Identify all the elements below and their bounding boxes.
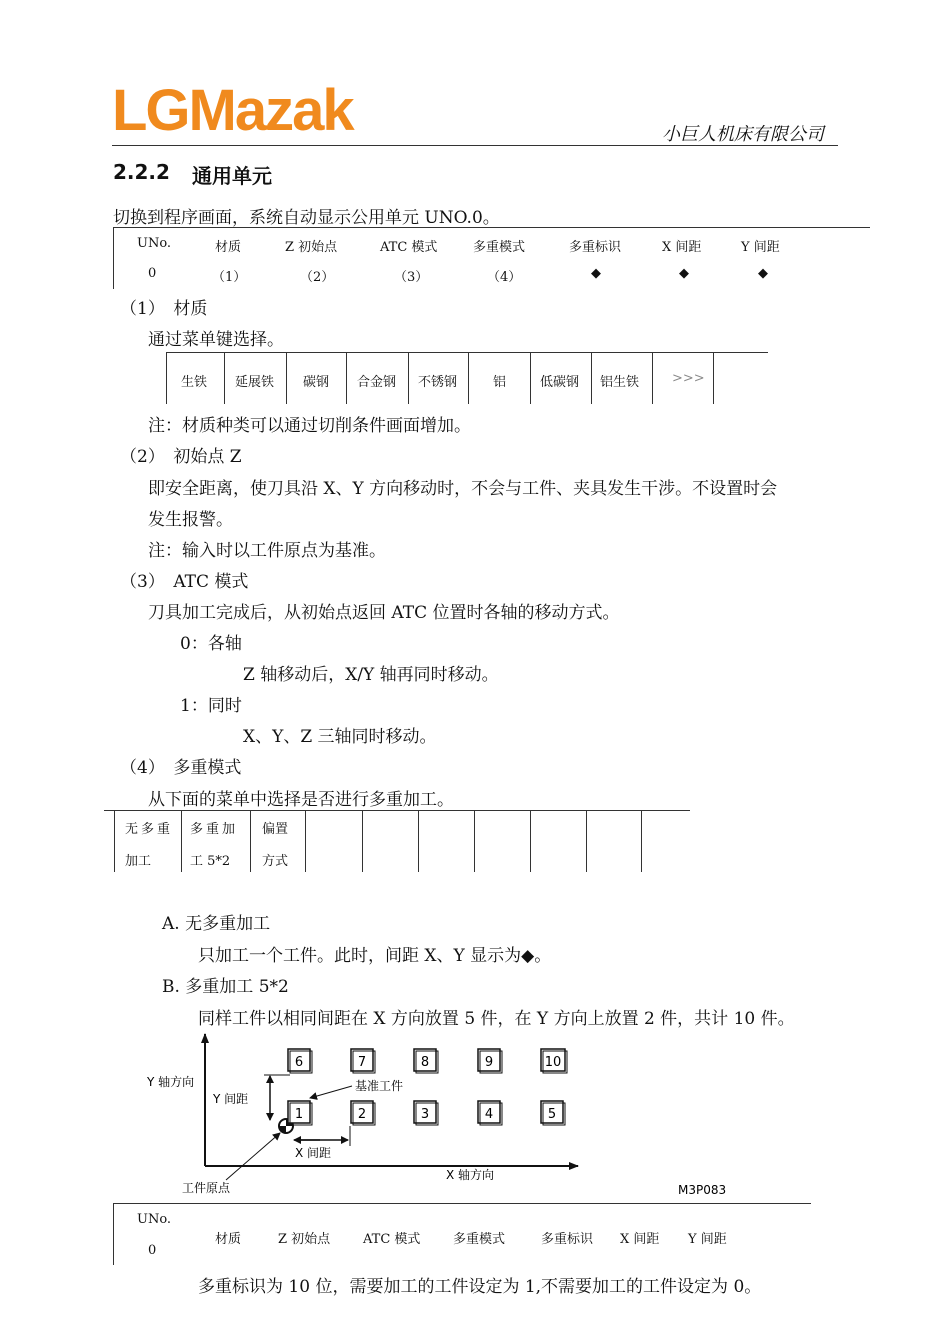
col2-y-pitch: Y 间距 (688, 1232, 727, 1247)
box-label-8: 8 (420, 1055, 430, 1070)
col-multi-mode: 多重模式 (473, 240, 526, 255)
base-part-label: 基准工件 (355, 1079, 404, 1093)
item1-text: 通过菜单键选择。 (148, 330, 284, 350)
item2-note: 注：输入时以工件原点为基准。 (148, 541, 386, 561)
box-label-3: 3 (420, 1107, 430, 1122)
y-pitch-label: Y 间距 (213, 1092, 249, 1106)
item2-text2: 发生报警。 (148, 510, 233, 530)
menu-item-carbon-steel[interactable]: 碳钢 (303, 375, 330, 390)
item4-label: （4） 多重模式 (120, 758, 242, 778)
col-material: 材质 (215, 240, 242, 255)
item3-opt1-text: X、Y、Z 三轴同时移动。 (243, 727, 437, 747)
box-label-5: 5 (547, 1107, 557, 1122)
x-axis-label: X 轴方向 (446, 1168, 495, 1182)
y-axis-label: Y 轴方向 (147, 1075, 195, 1089)
base-part-leader (310, 1086, 352, 1098)
box-label-6: 6 (294, 1055, 304, 1070)
col2-z-initial: Z 初始点 (278, 1232, 331, 1247)
section-number: 2.2.2 (113, 160, 170, 184)
menu-item-stainless[interactable]: 不锈钢 (418, 375, 458, 390)
item4-a-label: A. 无多重加工 (162, 914, 271, 934)
val-z-initial: （2） (300, 270, 335, 285)
col-x-pitch: X 间距 (662, 240, 702, 255)
box-label-9: 9 (484, 1055, 494, 1070)
col-atc-mode: ATC 模式 (380, 240, 438, 255)
col2-uno: UNo. (137, 1212, 172, 1227)
section-title: 通用单元 (192, 164, 272, 188)
item3-label: （3） ATC 模式 (120, 572, 249, 592)
item3-opt0-label: 0：各轴 (180, 634, 242, 654)
item3-opt1-label: 1：同时 (180, 696, 242, 716)
item4-b-label: B. 多重加工 5*2 (162, 977, 289, 997)
item4-text: 从下面的菜单中选择是否进行多重加工。 (148, 790, 454, 810)
box-label-1: 1 (294, 1107, 304, 1122)
box-label-10: 10 (544, 1055, 562, 1070)
item2-text1: 即安全距离，使刀具沿 X、Y 方向移动时，不会与工件、夹具发生干涉。不设置时会 (148, 479, 778, 499)
item1-note: 注：材质种类可以通过切削条件画面增加。 (148, 416, 471, 436)
footer-text: 多重标识为 10 位，需要加工的工件设定为 1,不需要加工的工件设定为 0。 (198, 1277, 762, 1297)
col2-atc-mode: ATC 模式 (363, 1232, 421, 1247)
col2-multi-flag: 多重标识 (541, 1232, 594, 1247)
item3-text: 刀具加工完成后，从初始点返回 ATC 位置时各轴的移动方式。 (148, 603, 620, 623)
val-multi-flag: ◆ (591, 266, 601, 281)
box-label-2: 2 (357, 1107, 367, 1122)
col2-material: 材质 (215, 1232, 242, 1247)
company-name: 小巨人机床有限公司 (662, 124, 824, 145)
col2-multi-mode: 多重模式 (453, 1232, 506, 1247)
col-multi-flag: 多重标识 (569, 240, 622, 255)
item2-label: （2） 初始点 Z (120, 447, 242, 467)
origin-label: 工件原点 (182, 1181, 231, 1195)
menu-item-pig-iron[interactable]: 生铁 (181, 375, 208, 390)
section-intro: 切换到程序画面，系统自动显示公用单元 UNO.0。 (113, 208, 500, 228)
x-pitch-label: X 间距 (295, 1146, 332, 1160)
menu-item-ductile-iron[interactable]: 延展铁 (235, 375, 275, 390)
item4-a-text: 只加工一个工件。此时，间距 X、Y 显示为◆。 (198, 946, 552, 966)
box-label-7: 7 (357, 1055, 367, 1070)
col-z-initial: Z 初始点 (285, 240, 338, 255)
menu-item-al-pig[interactable]: 铝生铁 (600, 375, 640, 390)
box-label-4: 4 (484, 1107, 494, 1122)
figure-code: M3P083 (678, 1183, 727, 1197)
menu-more-button[interactable]: >>> (672, 371, 705, 386)
col-y-pitch: Y 间距 (741, 240, 780, 255)
origin-leader (226, 1133, 280, 1180)
val-material: （1） (212, 270, 247, 285)
val-y-pitch: ◆ (758, 266, 768, 281)
val2-uno: 0 (148, 1243, 157, 1258)
item3-opt0-text: Z 轴移动后，X/Y 轴再同时移动。 (243, 665, 499, 685)
val-atc-mode: （3） (394, 270, 429, 285)
col2-x-pitch: X 间距 (620, 1232, 660, 1247)
item1-label: （1） 材质 (120, 299, 208, 319)
val-uno: 0 (148, 266, 157, 281)
val-multi-mode: （4） (487, 270, 522, 285)
col-uno: UNo. (137, 236, 172, 251)
item4-b-text: 同样工件以相同间距在 X 方向放置 5 件，在 Y 方向上放置 2 件，共计 10 件。 (198, 1009, 795, 1029)
val-x-pitch: ◆ (679, 266, 689, 281)
menu-item-alloy-steel[interactable]: 合金钢 (357, 375, 397, 390)
menu-item-low-carbon[interactable]: 低碳钢 (540, 375, 580, 390)
menu-item-aluminum[interactable]: 铝 (493, 375, 507, 390)
company-logo: LGMazak (112, 78, 353, 143)
